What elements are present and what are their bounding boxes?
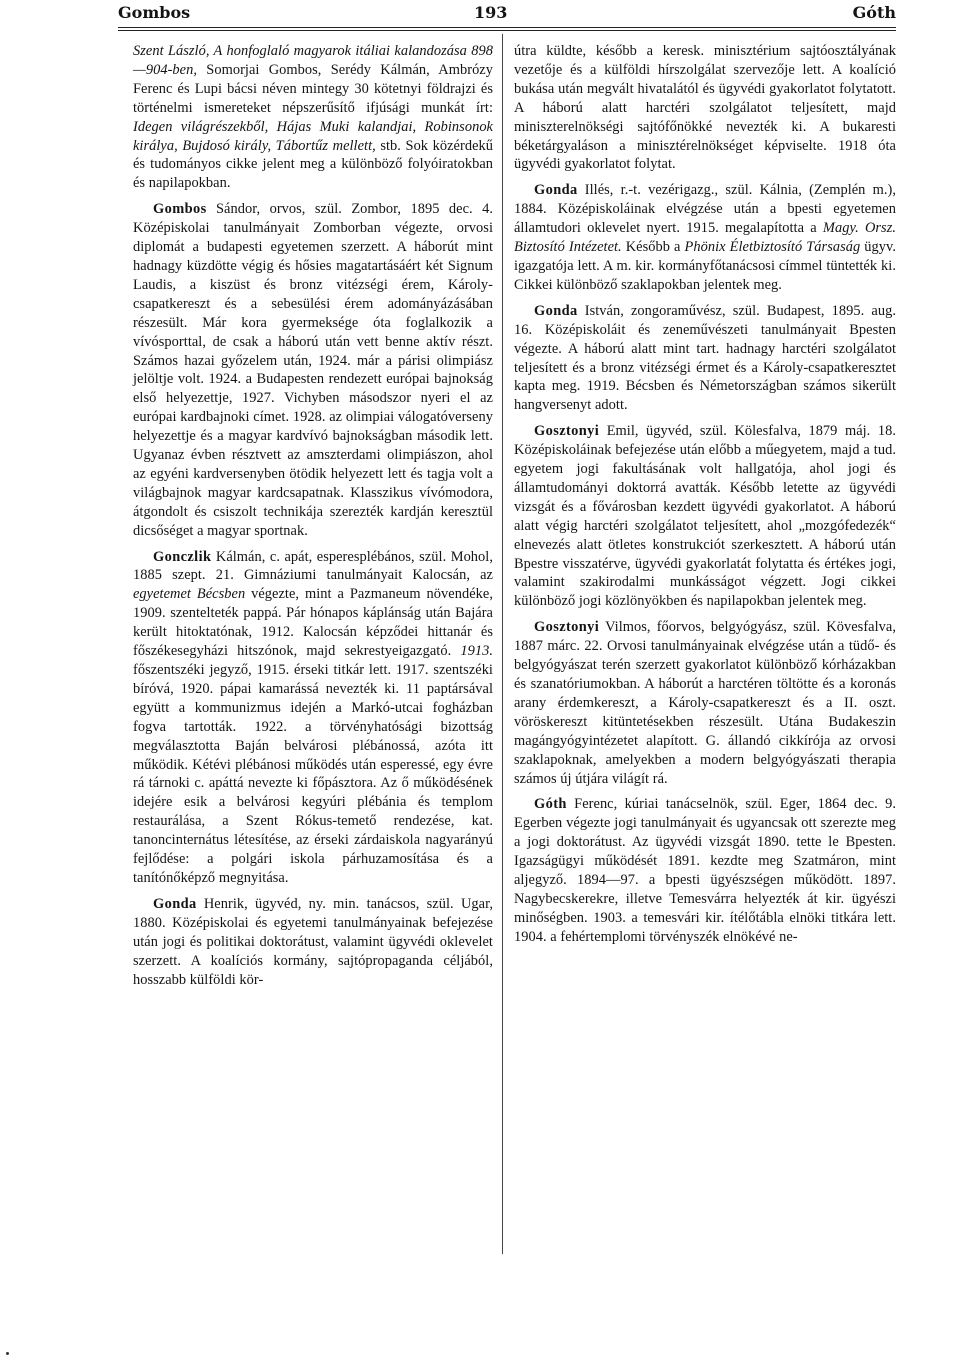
entry-text: ügyv. igazgatója lett. A m. kir. kormányfőtanácsosi címmel tüntették ki. Cikkei különböző szaklapokban jelentek meg. xyxy=(514,239,896,293)
right-column xyxy=(514,42,896,947)
entry-gonczlik-kalman xyxy=(133,548,493,888)
entry-continuation xyxy=(514,42,896,174)
entry-italic: Magy. Orsz. Biztosító Intézetet. xyxy=(514,220,897,256)
entry-name: Gonczlik xyxy=(153,548,212,565)
entry-gombos-sandor xyxy=(133,200,493,540)
left-column xyxy=(133,42,493,989)
page-number: 193 xyxy=(474,3,508,22)
entry-text: főszentszéki jegyző, 1915. érseki titkár lett. 1917. szentszéki bíróvá, 1920. pápai kamarássá nevezték ki. 11 paptársával együtt a kommunizmus idején a Markó-utcai fogházban fogva tartották. 1922. a törvényhatósági bizottság megválasztotta Baján belvárosi plébánossá, azóta itt működik. Kétévi plébánosi működés után esperessé, egy évre rá tárnoki c. apáttá nevezte ki főpásztora. Az ő működésének idejére esik a belvárosi kegyúri plébánia és templom restaurálása, a Szent Rókus-temető rendezése, kat. tanoncinternátus létesítése, az érseki zárdaiskola nagyarányú fejlődése: a polgári iskola párhuzamosítása és a tanítónőképző megnyitása. xyxy=(133,662,493,886)
entry-text: Vilmos, főorvos, belgyógyász, szül. Kövesfalva, 1887 márc. 22. Orvosi tanulmányainak elvégzése után a tüdő- és belgyógyászat terén szerzett gyakorlatot különböző kórházakban és szanatóriumokban. A háborút a harctéren töltötte és a koronás arany érdemkereszt, a Károly-csapatkereszt és a II. oszt. vöröskereszt kitüntetésekben részesült. Utána Budakeszin magángyógyintézetet alapított. G. állandó cikkírója az orvosi szaklapoknak, amelyekben a modern belgyógyászati therapia számos új útjára világít rá. xyxy=(514,619,896,787)
entry-text: Ferenc, kúriai tanácselnök, szül. Eger, 1864 dec. 9. Egerben végezte jogi tanulmányait és ugyancsak ott szerezte meg a jogi doktorátust. Az ügyvédi vizsgát 1890. tette le Bpesten. Igazságügyi működését 1891. kezdte meg Szatmáron, mint aljegyző. 1894—97. a bpesti ügyészségen működött. 1897. Nagybecskerekre, illetve Temesvárra helyezték át kir. ügyészi minőségben. 1903. a temesvári kir. ítélőtábla elnöki titkára lett. 1904. a fehértemplomi törvényszék elnökévé ne- xyxy=(514,796,896,945)
entry-name: Góth xyxy=(534,796,567,813)
entry-text: Sándor, orvos, szül. Zombor, 1895 dec. 4. Középiskolai tanulmányait Zomborban végezte, orvosi diplomát a budapesti egyetemen szerzett. A háborút mint hadnagy küzdötte végig és hősies magatartásáért két Signum Laudis, a kiszüst és bronz vitézségi érem, Károly-csapatkereszt és a sebesülési érem adományázásában részesült. Már kora gyermeksége óta foglalkozik a vívósporttal, de csak a háború után vett benne aktív részt. Számos hazai győzelem után, 1924. már a párisi olimpiász jelöltje volt. 1924. a Budapesten rendezett európai bajnokság első helyezettje, 1927. Vichyben másodszor nyeri el az európai kardbajnoki címet. 1928. az olimpiai válogatóverseny helyezettje és a magyar kardvívó bajnokságban második lett. Ugyanaz évben résztvett az amszterdami olimpiászon, ahol az egyéni kardversenyben ötödik helyezett lett és tagja volt a világbajnok magyar kardcsapatnak. Klasszikus vívómodora, átgondolt és csiszolt technikája szerezték kardján keresztül dicsőséget a magyar sportnak. xyxy=(133,201,493,539)
entry-name: Gosztonyi xyxy=(534,423,600,440)
header-right-keyword: Góth xyxy=(852,3,896,22)
entry-text: útra küldte, később a keresk. minisztérium sajtóosztályának vezetője és a külföldi hírszolgálat szervezője lett. A koalíció bukása után megvált hivatalától és ügyvédi gyakorlatot folytatott. A háború alatt harctéri szolgálatot teljesített, majd miniszterelnökségi sajtófőnökké nevezték ki. A bukaresti béketárgyaláson a minisztérelnökséget képviselte. 1918 óta ügyvédi gyakorlatot folytat. xyxy=(514,43,896,173)
entry-name: Gombos xyxy=(153,201,207,218)
header-left-keyword: Gombos xyxy=(118,3,191,22)
entry-gosztonyi-emil xyxy=(514,422,896,611)
works-titles-italic: Szent László, A honfoglaló magyarok itáliai kalandozása 898—904-ben, xyxy=(133,43,493,78)
entry-italic: Phönix Életbiztosító Társaság xyxy=(684,239,861,256)
scan-speck xyxy=(6,1352,9,1355)
entry-text: Kálmán, c. apát, esperesplébános, szül. Mohol, 1885 szept. 21. Gimnáziumi tanulmányait Kalocsán, az xyxy=(133,548,493,584)
entry-text: végezte, mint a Pazmaneum növendéke, 1909. szentelteték pappá. Pár hónapos káplánság után Bajára került hitoktatónak, 1912. Kalocsán képződei hittanár és főszékesegyházi hitszónok, majd sekrestyeigazgató. xyxy=(133,586,493,660)
entry-text: Emil, ügyvéd, szül. Kölesfalva, 1879 máj. 18. Középiskoláinak befejezése után előbb a műegyetem, majd a tud. egyetem jogi fakultásának volt hallgatója, ahol jogi és államtudományi doktorrá avatták. Később letette az ügyvédi vizsgát és a fővárosban kezdett ügyvédi gyakorlatot. A háború alatt végig harctéri szolgálatot teljesített, ahol „mozgófedezék“ elnevezés alatt ötletes konstrukciót szerkesztett. A háború után Bpestre visszatérve, ügyvédi gyakorlatát folytatta és értékes jogi, valamint szakirodalmi munkásságot végzett. Jogi cikkei különböző jogi közlönyökben és napilapokban jelentek meg. xyxy=(514,423,896,610)
entry-text: Illés, r.-t. vezérigazg., szül. Kálnia, (Zemplén m.), 1884. Középiskoláinak elvégzése után a bpesti egyetemen államtudori oklevelet nyert. 1915. megalapította a xyxy=(514,182,896,237)
entry-gosztonyi-vilmos xyxy=(514,618,896,788)
entry-italic: 1913. xyxy=(460,643,493,660)
entry-text: Somorjai Gombos, Serédy Kálmán, Ambrózy Ferenc és Lupi bácsi néven mintegy 30 kötetnyi földrajzi és történelmi ismereteket népszerűsítő ifjúsági munkát írt: xyxy=(133,61,493,116)
entry-gonda-istvan xyxy=(514,302,896,415)
entry-name: Gonda xyxy=(153,895,197,912)
entry-text: István, zongoraművész, szül. Budapest, 1895. aug. 16. Középiskoláit és zeneművészeti tanulmányait Bpesten végezte. A háború alatt mint tart. hadnagy harctéri szolgálatot teljesített és a bronz vitézségi érmet és a Károly-csapatkeresztet kapta meg. 1919. Bécsben és Németországban számos sikerült hangversenyt adott. xyxy=(514,302,896,414)
entry-continuation xyxy=(133,42,493,193)
entry-name: Gosztonyi xyxy=(534,619,600,636)
entry-name: Gonda xyxy=(534,302,578,319)
header-rule-secondary xyxy=(118,30,896,31)
works-titles-italic: Idegen világrészekből, Hájas Muki kalandjai, Robinsonok királya, Bujdosó király, Tábortűz mellett, xyxy=(133,118,493,154)
entry-text: Később a xyxy=(621,239,685,256)
column-divider xyxy=(502,34,503,1254)
entry-text: Henrik, ügyvéd, ny. min. tanácsos, szül. Ugar, 1880. Középiskolai és egyetemi tanulmányainak befejezése után jogi és politikai doktorátust, valamint ügyvédi oklevelet szerzett. A koalíciós kormány, sajtópropaganda céljából, hosszabb külföldi kör- xyxy=(133,895,493,988)
entry-text: stb. Sok közérdekű és tudományos cikke jelent meg a különböző folyóiratokban és napilapokban. xyxy=(133,137,493,192)
entry-goth-ferenc xyxy=(514,795,896,946)
entry-gonda-henrik xyxy=(133,895,493,990)
entry-italic: egyetemet Bécsben xyxy=(133,586,246,603)
header-rule xyxy=(118,27,896,28)
entry-name: Gonda xyxy=(534,182,578,199)
running-header xyxy=(118,0,896,26)
entry-gonda-illes xyxy=(514,181,896,294)
